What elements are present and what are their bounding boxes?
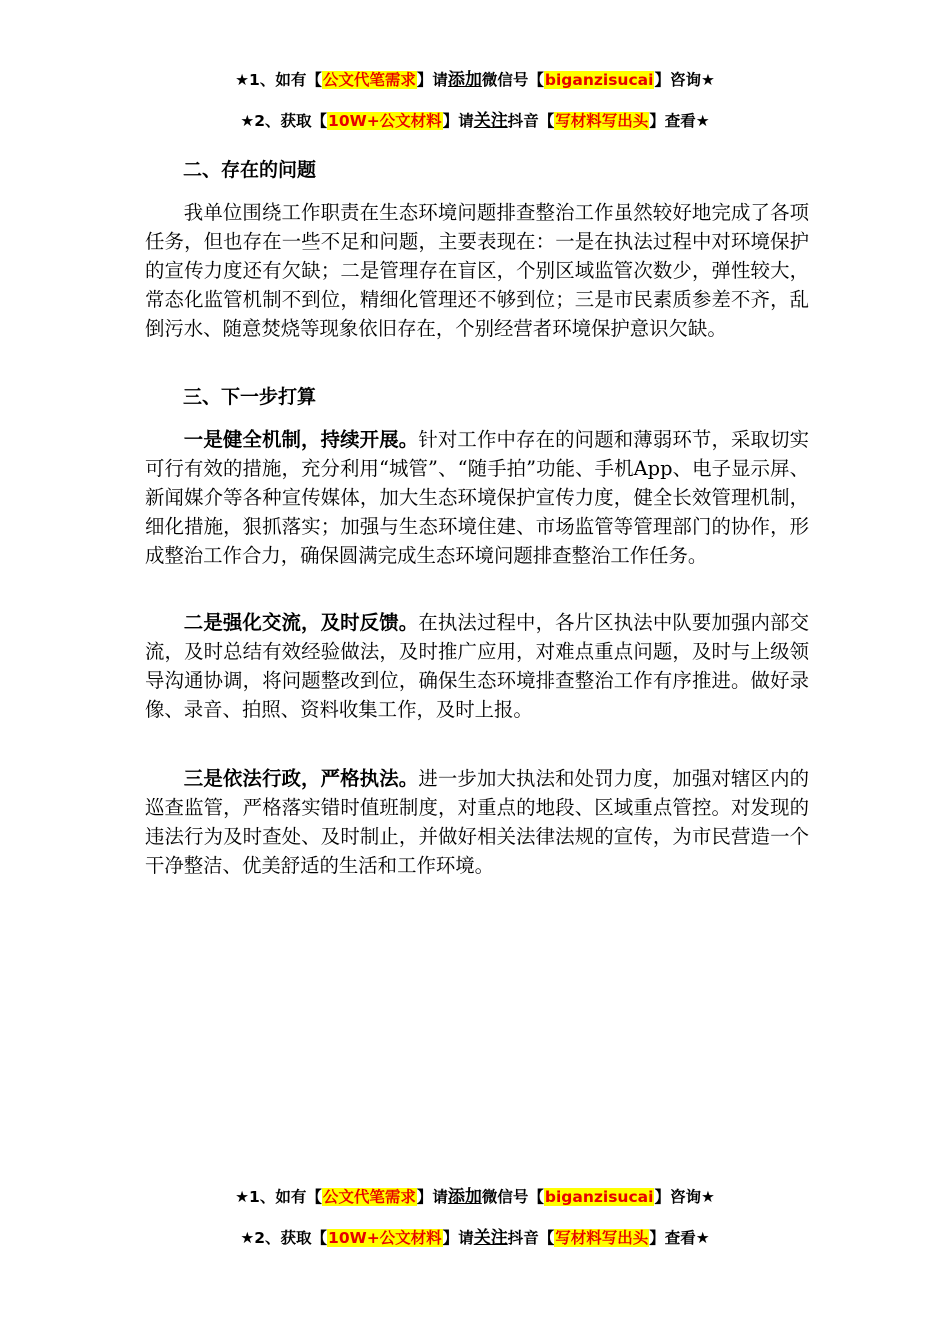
promo-banner-line-2-top: ★2、获取【10W+公文材料】请关注抖音【写材料写出头】查看★ <box>240 111 710 131</box>
highlight-materials: 10W+公文材料 <box>328 112 442 130</box>
highlight-douyin-account: 写材料写出头 <box>555 112 649 130</box>
section-heading-next-steps: 三、下一步打算 <box>183 386 317 408</box>
highlight-service: 公文代笔需求 <box>322 71 416 89</box>
step-1-body: 针对工作中存在的问题和薄弱环节，采取切实可行有效的措施，充分利用“城管”、“随手拍”功能、手机App、电子显示屏、新闻媒介等各种宣传媒体，加大生态环境保护宣传力度，健全长效管理机制，细化措施，狠抓落实；加强与生态环境住建、市场监管等管理部门的协作，形成整治工作合力，确保圆满完成生态环境问题排查整治工作任务。 <box>145 428 810 567</box>
step-1-lead: 一是健全机制，持续开展。 <box>183 428 419 451</box>
paragraph-problems: 我单位围绕工作职责在生态环境问题排查整治工作虽然较好地完成了各项任务，但也存在一些不足和问题，主要表现在：一是在执法过程中对环境保护的宣传力度还有欠缺；二是管理存在盲区，个别区域监管次数少，弹性较大，常态化监管机制不到位，精细化管理还不够到位；三是市民素质参差不齐，乱倒污水、随意焚烧等现象依旧存在，个别经营者环境保护意识欠缺。 <box>145 201 809 340</box>
section-heading-problems: 二、存在的问题 <box>183 159 317 181</box>
highlight-wechat-id: biganzisucai <box>544 71 654 89</box>
step-3-body: 进一步加大执法和处罚力度，加强对辖区内的巡查监管，严格落实错时值班制度，对重点的地段、区域重点管控。对发现的违法行为及时查处、及时制止，并做好相关法律法规的宣传，为市民营造一个干净整洁、优美舒适的生活和工作环境。 <box>145 767 810 877</box>
paragraph-step-1 <box>145 425 809 570</box>
step-3-lead: 三是依法行政，严格执法。 <box>183 767 419 790</box>
promo-banner-line-1-bottom: ★1、如有【公文代笔需求】请添加微信号【biganzisucai】咨询★ <box>235 1187 715 1207</box>
promo-banner-line-2-bottom: ★2、获取【10W+公文材料】请关注抖音【写材料写出头】查看★ <box>240 1228 710 1248</box>
paragraph-step-3 <box>145 764 809 880</box>
paragraph-step-2 <box>145 608 809 724</box>
step-2-lead: 二是强化交流，及时反馈。 <box>183 611 419 634</box>
step-2-body: 在执法过程中，各片区执法中队要加强内部交流，及时总结有效经验做法，及时推广应用，对难点重点问题，及时与上级领导沟通协调，将问题整改到位，确保生态环境排查整治工作有序推进。做好录像、录音、拍照、资料收集工作，及时上报。 <box>145 611 810 721</box>
promo-banner-line-1-top: ★1、如有【公文代笔需求】请添加微信号【biganzisucai】咨询★ <box>235 70 715 90</box>
